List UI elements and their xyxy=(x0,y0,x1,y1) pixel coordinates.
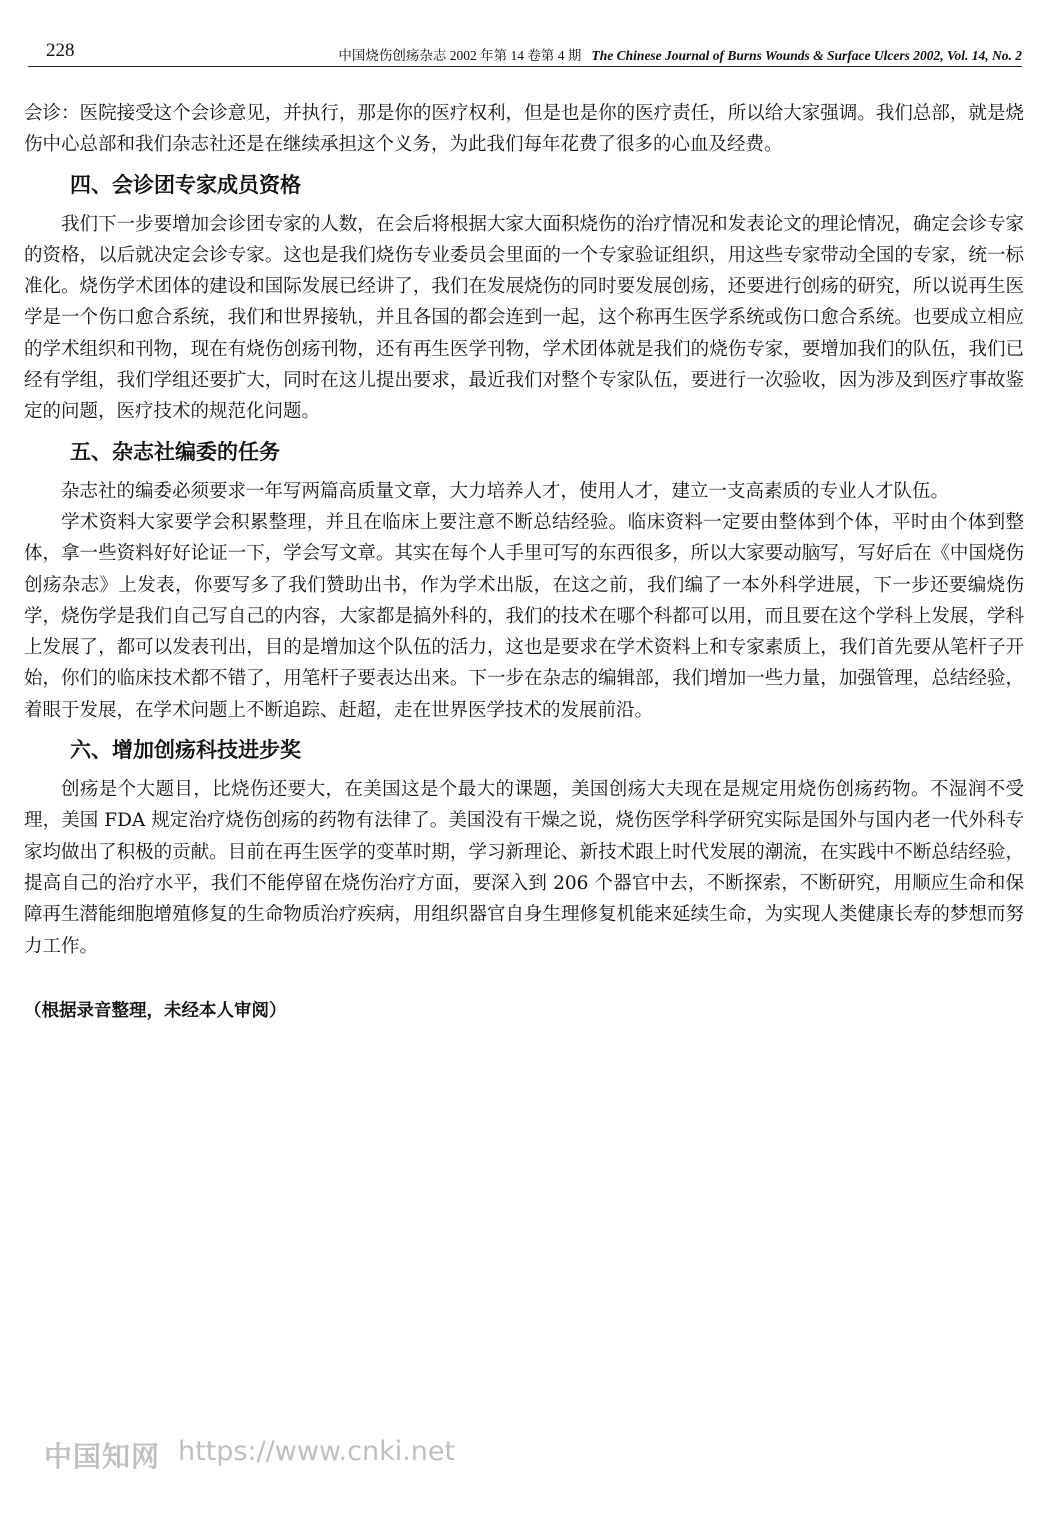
journal-title-cn: 中国烧伤创疡杂志 2002 年第 14 卷第 4 期 xyxy=(338,48,582,63)
cnki-url: https://www.cnki.net xyxy=(178,1436,456,1467)
section6-paragraph: 创疡是个大题目，比烧伤还要大，在美国这是个最大的课题，美国创疡大夫现在是规定用烧伤创疡药物。不湿润不受理，美国 FDA 规定治疗烧伤创疡的药物有法律了。美国没有干燥之说，烧伤医学科学研究实际是国外与国内老一代外科专家均做出了积极的贡献。目前在再生医学的变革时期，学习新理论、新技术跟上时代发展的潮流，在实践中不断总结经验，提高自己的治疗水平，我们不能停留在烧伤治疗方面，要深入到 206 个器官中去，不断探索，不断研究，用顺应生命和保障再生潜能细胞增殖修复的生命物质治疗疾病，用组织器官自身生理修复机能来延续生命，为实现人类健康长寿的梦想而努力工作。 xyxy=(24,779,1024,957)
section-heading-6: 六、增加创疡科技进步奖 xyxy=(70,738,301,763)
section-heading-5: 五、杂志社编委的任务 xyxy=(70,439,280,464)
cnki-logo: 中国知网 xyxy=(44,1440,161,1473)
section4-paragraph: 我们下一步要增加会诊团专家的人数，在会后将根据大家大面积烧伤的治疗情况和发表论文的理论情况，确定会诊专家的资格，以后就决定会诊专家。这也是我们烧伤专业委员会里面的一个专家验证组织，用这些专家带动全国的专家，统一标准化。烧伤学术团体的建设和国际发展已经讲了，我们在发展烧伤的同时要发展创疡，还要进行创疡的研究，所以说再生医学是一个伤口愈合系统，我们和世界接轨，并且各国的都会连到一起，这个称再生医学系统或伤口愈合系统。也要成立相应的学术组织和刊物，现在有烧伤创疡刊物，还有再生医学刊物，学术团体就是我们的烧伤专家，要增加我们的队伍，我们已经有学组，我们学组还要扩大，同时在这儿提出要求，最近我们对整个专家队伍，要进行一次验收，因为涉及到医疗事故鉴定的问题，医疗技术的规范化问题。 xyxy=(24,213,1024,423)
page-number: 228 xyxy=(46,40,75,61)
section5-paragraph-1: 杂志社的编委必须要求一年写两篇高质量文章，大力培养人才，使用人才，建立一支高素质的专业人才队伍。 xyxy=(61,480,950,502)
journal-info xyxy=(338,44,1022,64)
journal-title-en: The Chinese Journal of Burns Wounds & Surface Ulcers 2002, Vol. 14, No. 2 xyxy=(591,48,1022,63)
section-heading-4: 四、会诊团专家成员资格 xyxy=(70,172,301,197)
closing-note: （根据录音整理，未经本人审阅） xyxy=(24,1000,287,1021)
page-header xyxy=(28,40,1022,67)
watermark-footer xyxy=(44,1435,644,1475)
intro-paragraph: 会诊：医院接受这个会诊意见，并执行，那是你的医疗权利，但是也是你的医疗责任，所以给大家强调。我们总部，就是烧伤中心总部和我们杂志社还是在继续承担这个义务，为此我们每年花费了很多的心血及经费。 xyxy=(24,103,1024,156)
section5-paragraph-2: 学术资料大家要学会积累整理，并且在临床上要注意不断总结经验。临床资料一定要由整体到个体，平时由个体到整体，拿一些资料好好论证一下，学会写文章。其实在每个人手里可写的东西很多，所以大家要动脑写，写好后在《中国烧伤创疡杂志》上发表，你要写多了我们赞助出书，作为学术出版，在这之前，我们编了一本外科学进展，下一步还要编烧伤学，烧伤学是我们自己写自己的内容，大家都是搞外科的，我们的技术在哪个科都可以用，而且要在这个学科上发展，学科上发展了，都可以发表刊出，目的是增加这个队伍的活力，这也是要求在学术资料上和专家素质上，我们首先要从笔杆子开始，你们的临床技术都不错了，用笔杆子要表达出来。下一步在杂志的编辑部，我们增加一些力量，加强管理，总结经验，着眼于发展，在学术问题上不断追踪、赶超，走在世界医学技术的发展前沿。 xyxy=(24,511,1024,721)
article-body xyxy=(24,98,1024,1027)
